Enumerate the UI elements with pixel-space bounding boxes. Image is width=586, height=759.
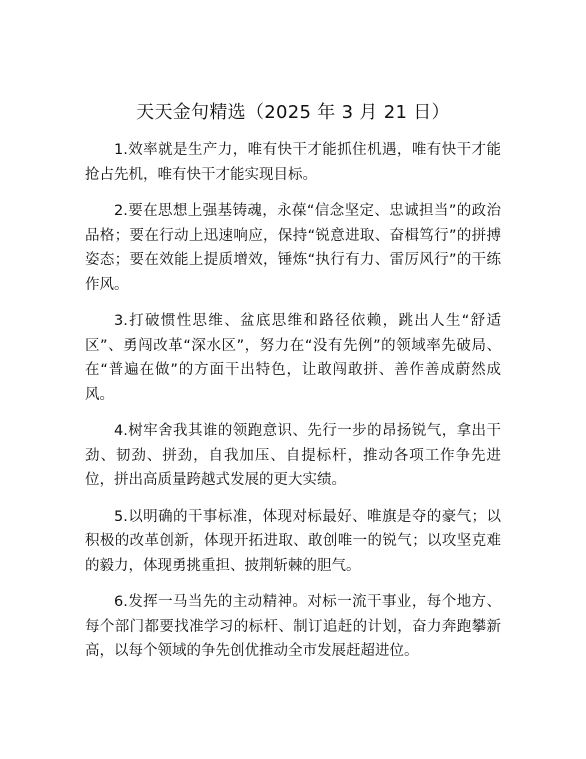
document-title: 天天金句精选（2025 年 3 月 21 日）: [136, 102, 450, 123]
paragraph-6: 6.发挥一马当先的主动精神。对标一流干事业，每个地方、每个部门都要找准学习的标杆、制订追赶的计划，奋力奔跑攀新高，以每个领域的争先创优推动全市发展赶超进位。: [85, 594, 501, 659]
document-body: [85, 138, 501, 676]
paragraph-1: 1.效率就是生产力，唯有快干才能抓住机遇，唯有快干才能抢占先机，唯有快干才能实现目标。: [85, 142, 501, 183]
paragraph-4: 4.树牢舍我其谁的领跑意识、先行一步的昂扬锐气，拿出干劲、韧劲、拼劲，自我加压、自提标杆，推动各项工作争先进位，拼出高质量跨越式发展的更大实绩。: [85, 423, 501, 488]
paragraph-2: 2.要在思想上强基铸魂，永葆“信念坚定、忠诚担当”的政治品格；要在行动上迅速响应，保持“锐意进取、奋楫笃行”的拼搏姿态；要在效能上提质增效，锤炼“执行有力、雷厉风行”的干练作风。: [85, 203, 501, 293]
paragraph-3: 3.打破惯性思维、盆底思维和路径依赖，跳出人生“舒适区”、勇闯改革“深水区”，努力在“没有先例”的领域率先破局、在“普遍在做”的方面干出特色，让敢闯敢拼、善作善成蔚然成风。: [85, 313, 501, 403]
paragraph-5: 5.以明确的干事标准，体现对标最好、唯旗是夺的豪气；以积极的改革创新，体现开拓进取、敢创唯一的锐气；以攻坚克难的毅力，体现勇挑重担、披荆斩棘的胆气。: [85, 508, 501, 574]
